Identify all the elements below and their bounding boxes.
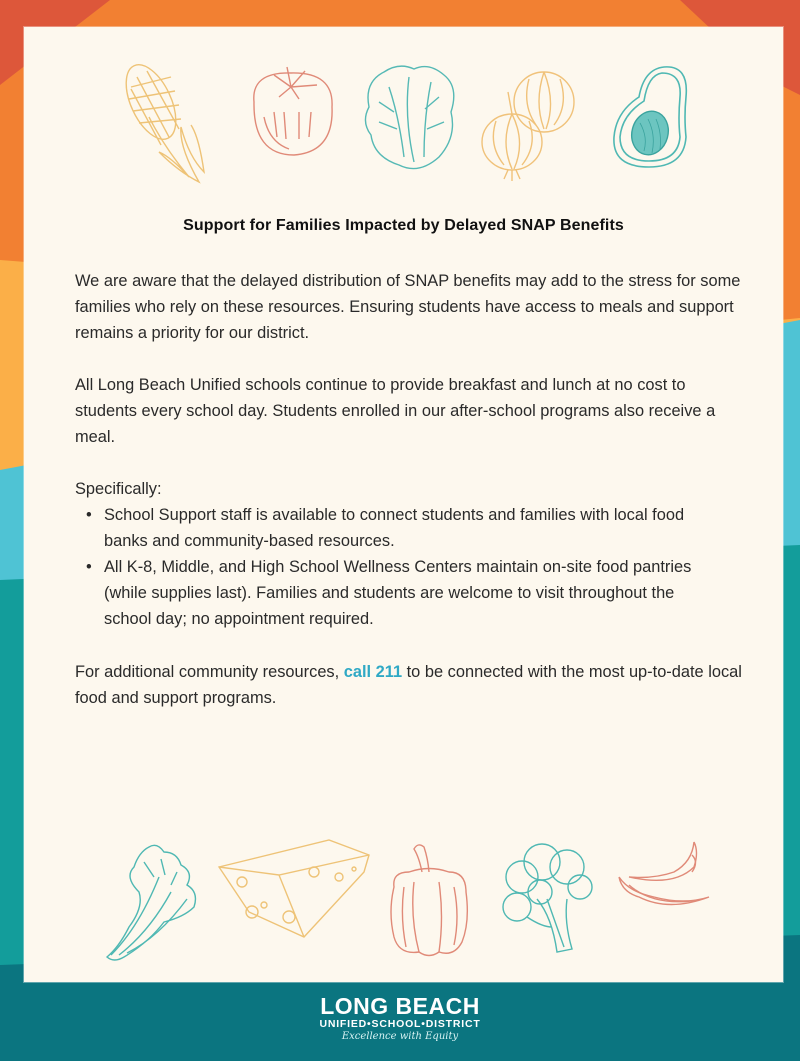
notice-title: Support for Families Impacted by Delayed SNAP Benefits bbox=[183, 217, 624, 234]
bullet-text: School Support staff is available to connect students and families with local food banks and community-based resources. bbox=[104, 506, 685, 550]
tomato-icon bbox=[239, 57, 344, 167]
specifically-label: Specifically: bbox=[75, 480, 162, 498]
paragraph-snap-delay: We are aware that the delayed distribution of SNAP benefits may add to the stress for some families who rely on these resources. Ensuring students have access to meals and support remains a priority for our district. bbox=[75, 272, 741, 342]
logo-line-long-beach: LONG BEACH bbox=[320, 993, 480, 1019]
bullet-dot: • bbox=[86, 506, 92, 524]
logo-tagline: Excellence with Equity bbox=[341, 1031, 459, 1042]
closing-text-after: to be connected with the most up-to-date local food and support programs. bbox=[75, 663, 742, 707]
broccoli-icon bbox=[492, 837, 602, 962]
notice-card bbox=[24, 27, 783, 982]
bullet-item bbox=[75, 554, 724, 632]
closing-text-before: For additional community resources, bbox=[75, 663, 344, 681]
paragraph-free-meals: All Long Beach Unified schools continue to provide breakfast and lunch at no cost to students every school day. Students enrolled in our after-school programs also receive a meal. bbox=[75, 376, 716, 446]
bottom-illustrations bbox=[24, 837, 783, 967]
call-211-link[interactable]: call 211 bbox=[343, 663, 403, 681]
onion-icon bbox=[474, 57, 589, 187]
bullet-item bbox=[75, 502, 724, 554]
bell-pepper-icon bbox=[384, 837, 474, 962]
cheese-icon bbox=[214, 837, 374, 947]
corn-icon bbox=[109, 57, 219, 187]
paragraph-call-211 bbox=[75, 659, 745, 711]
lettuce-icon bbox=[359, 57, 464, 177]
bullet-dot: • bbox=[86, 558, 92, 576]
lbusd-logo bbox=[0, 994, 800, 1043]
specifically-section bbox=[75, 476, 745, 632]
logo-line-district: UNIFIED•SCHOOL•DISTRICT bbox=[319, 1018, 481, 1030]
bullet-text: All K-8, Middle, and High School Wellness Centers maintain on-site food pantries (while supplies last). Families and students are welcome to visit throughout the school day; no appointment required. bbox=[104, 558, 692, 628]
top-illustrations bbox=[24, 57, 783, 187]
avocado-icon bbox=[604, 57, 694, 177]
bok-choy-icon bbox=[99, 837, 209, 967]
bullet-list bbox=[75, 502, 745, 632]
chili-peppers-icon bbox=[614, 837, 714, 937]
